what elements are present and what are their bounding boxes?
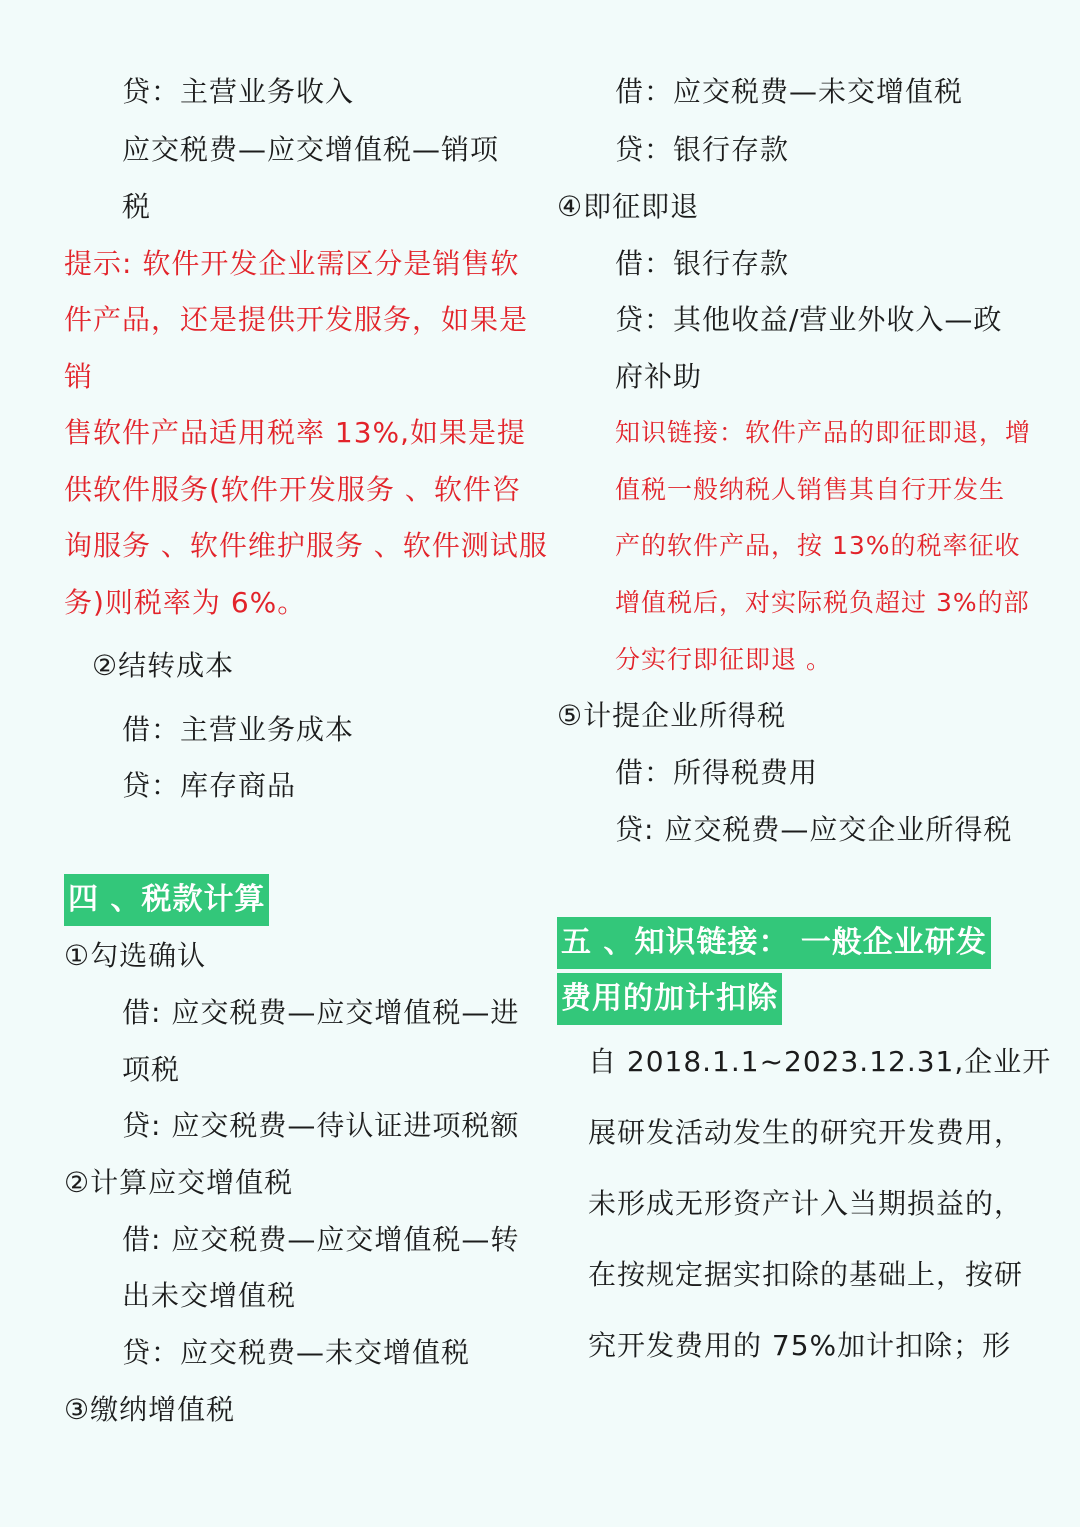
tip-line: 件产品，还是提供开发服务，如果是 bbox=[64, 303, 529, 336]
step-check-confirm: ①勾选确认 bbox=[64, 939, 207, 972]
tip-line: 售软件产品适用税率 13%,如果是提 bbox=[64, 416, 527, 449]
credit-pending-input-tax: 贷: 应交税费—待认证进项税额 bbox=[122, 1109, 520, 1142]
debit-transfer-out-cont: 出未交增值税 bbox=[122, 1279, 297, 1312]
step-accrue-income-tax: ⑤计提企业所得税 bbox=[557, 699, 787, 732]
step-instant-refund: ④即征即退 bbox=[557, 190, 700, 223]
debit-input-tax-cont: 项税 bbox=[122, 1053, 181, 1086]
tip-line: 提示: 软件开发企业需区分是销售软 bbox=[64, 247, 520, 280]
credit-income-tax-payable: 贷: 应交税费—应交企业所得税 bbox=[615, 813, 1013, 846]
debit-transfer-out: 借: 应交税费—应交增值税—转 bbox=[122, 1223, 520, 1256]
debit-input-tax: 借: 应交税费—应交增值税—进 bbox=[122, 996, 520, 1029]
rd-paragraph-line: 未形成无形资产计入当期损益的， bbox=[588, 1187, 1024, 1220]
knowledge-link-line: 知识链接：软件产品的即征即退，增 bbox=[615, 418, 1032, 447]
section-heading-tax-calc: 四 、税款计算 bbox=[64, 874, 269, 926]
credit-main-revenue: 贷：主营业务收入 bbox=[122, 75, 355, 108]
output-tax-line-cont: 税 bbox=[122, 190, 152, 223]
debit-bank-deposit: 借：银行存款 bbox=[615, 247, 790, 280]
knowledge-link-line: 增值税后，对实际税负超过 3%的部 bbox=[615, 588, 1030, 617]
rd-paragraph-line: 在按规定据实扣除的基础上，按研 bbox=[588, 1258, 1024, 1291]
debit-income-tax-expense: 借：所得税费用 bbox=[615, 756, 819, 789]
rd-paragraph-line: 究开发费用的 75%加计扣除；形 bbox=[588, 1329, 1012, 1362]
tip-line: 销 bbox=[64, 360, 94, 393]
tip-line: 务)则税率为 6%。 bbox=[64, 586, 307, 619]
section-heading-knowledge-link: 五 、知识链接： 一般企业研发 bbox=[557, 917, 991, 969]
debit-unpaid-vat: 借：应交税费—未交增值税 bbox=[615, 75, 964, 108]
credit-other-income: 贷：其他收益/营业外收入—政 bbox=[615, 303, 1003, 336]
knowledge-link-line: 分实行即征即退 。 bbox=[615, 645, 832, 674]
credit-other-income-cont: 府补助 bbox=[615, 360, 703, 393]
credit-unpaid-vat: 贷：应交税费—未交增值税 bbox=[122, 1336, 471, 1369]
step-compute-vat: ②计算应交增值税 bbox=[64, 1166, 294, 1199]
rd-paragraph-line: 自 2018.1.1~2023.12.31,企业开 bbox=[588, 1045, 1052, 1078]
debit-main-cost: 借：主营业务成本 bbox=[122, 713, 355, 746]
section-heading-knowledge-link-cont: 费用的加计扣除 bbox=[557, 973, 782, 1025]
tip-line: 供软件服务(软件开发服务 、软件咨 bbox=[64, 473, 521, 506]
knowledge-link-line: 产的软件产品，按 13%的税率征收 bbox=[615, 531, 1021, 560]
tip-line: 询服务 、软件维护服务 、软件测试服 bbox=[64, 529, 548, 562]
knowledge-link-line: 值税一般纳税人销售其自行开发生 bbox=[615, 475, 1006, 504]
output-tax-line: 应交税费—应交增值税—销项 bbox=[122, 133, 500, 166]
step-pay-vat: ③缴纳增值税 bbox=[64, 1393, 236, 1426]
rd-paragraph-line: 展研发活动发生的研究开发费用， bbox=[588, 1116, 1024, 1149]
credit-bank-deposit: 贷：银行存款 bbox=[615, 133, 790, 166]
credit-inventory: 贷：库存商品 bbox=[122, 769, 297, 802]
step-carry-cost: ②结转成本 bbox=[92, 649, 235, 682]
